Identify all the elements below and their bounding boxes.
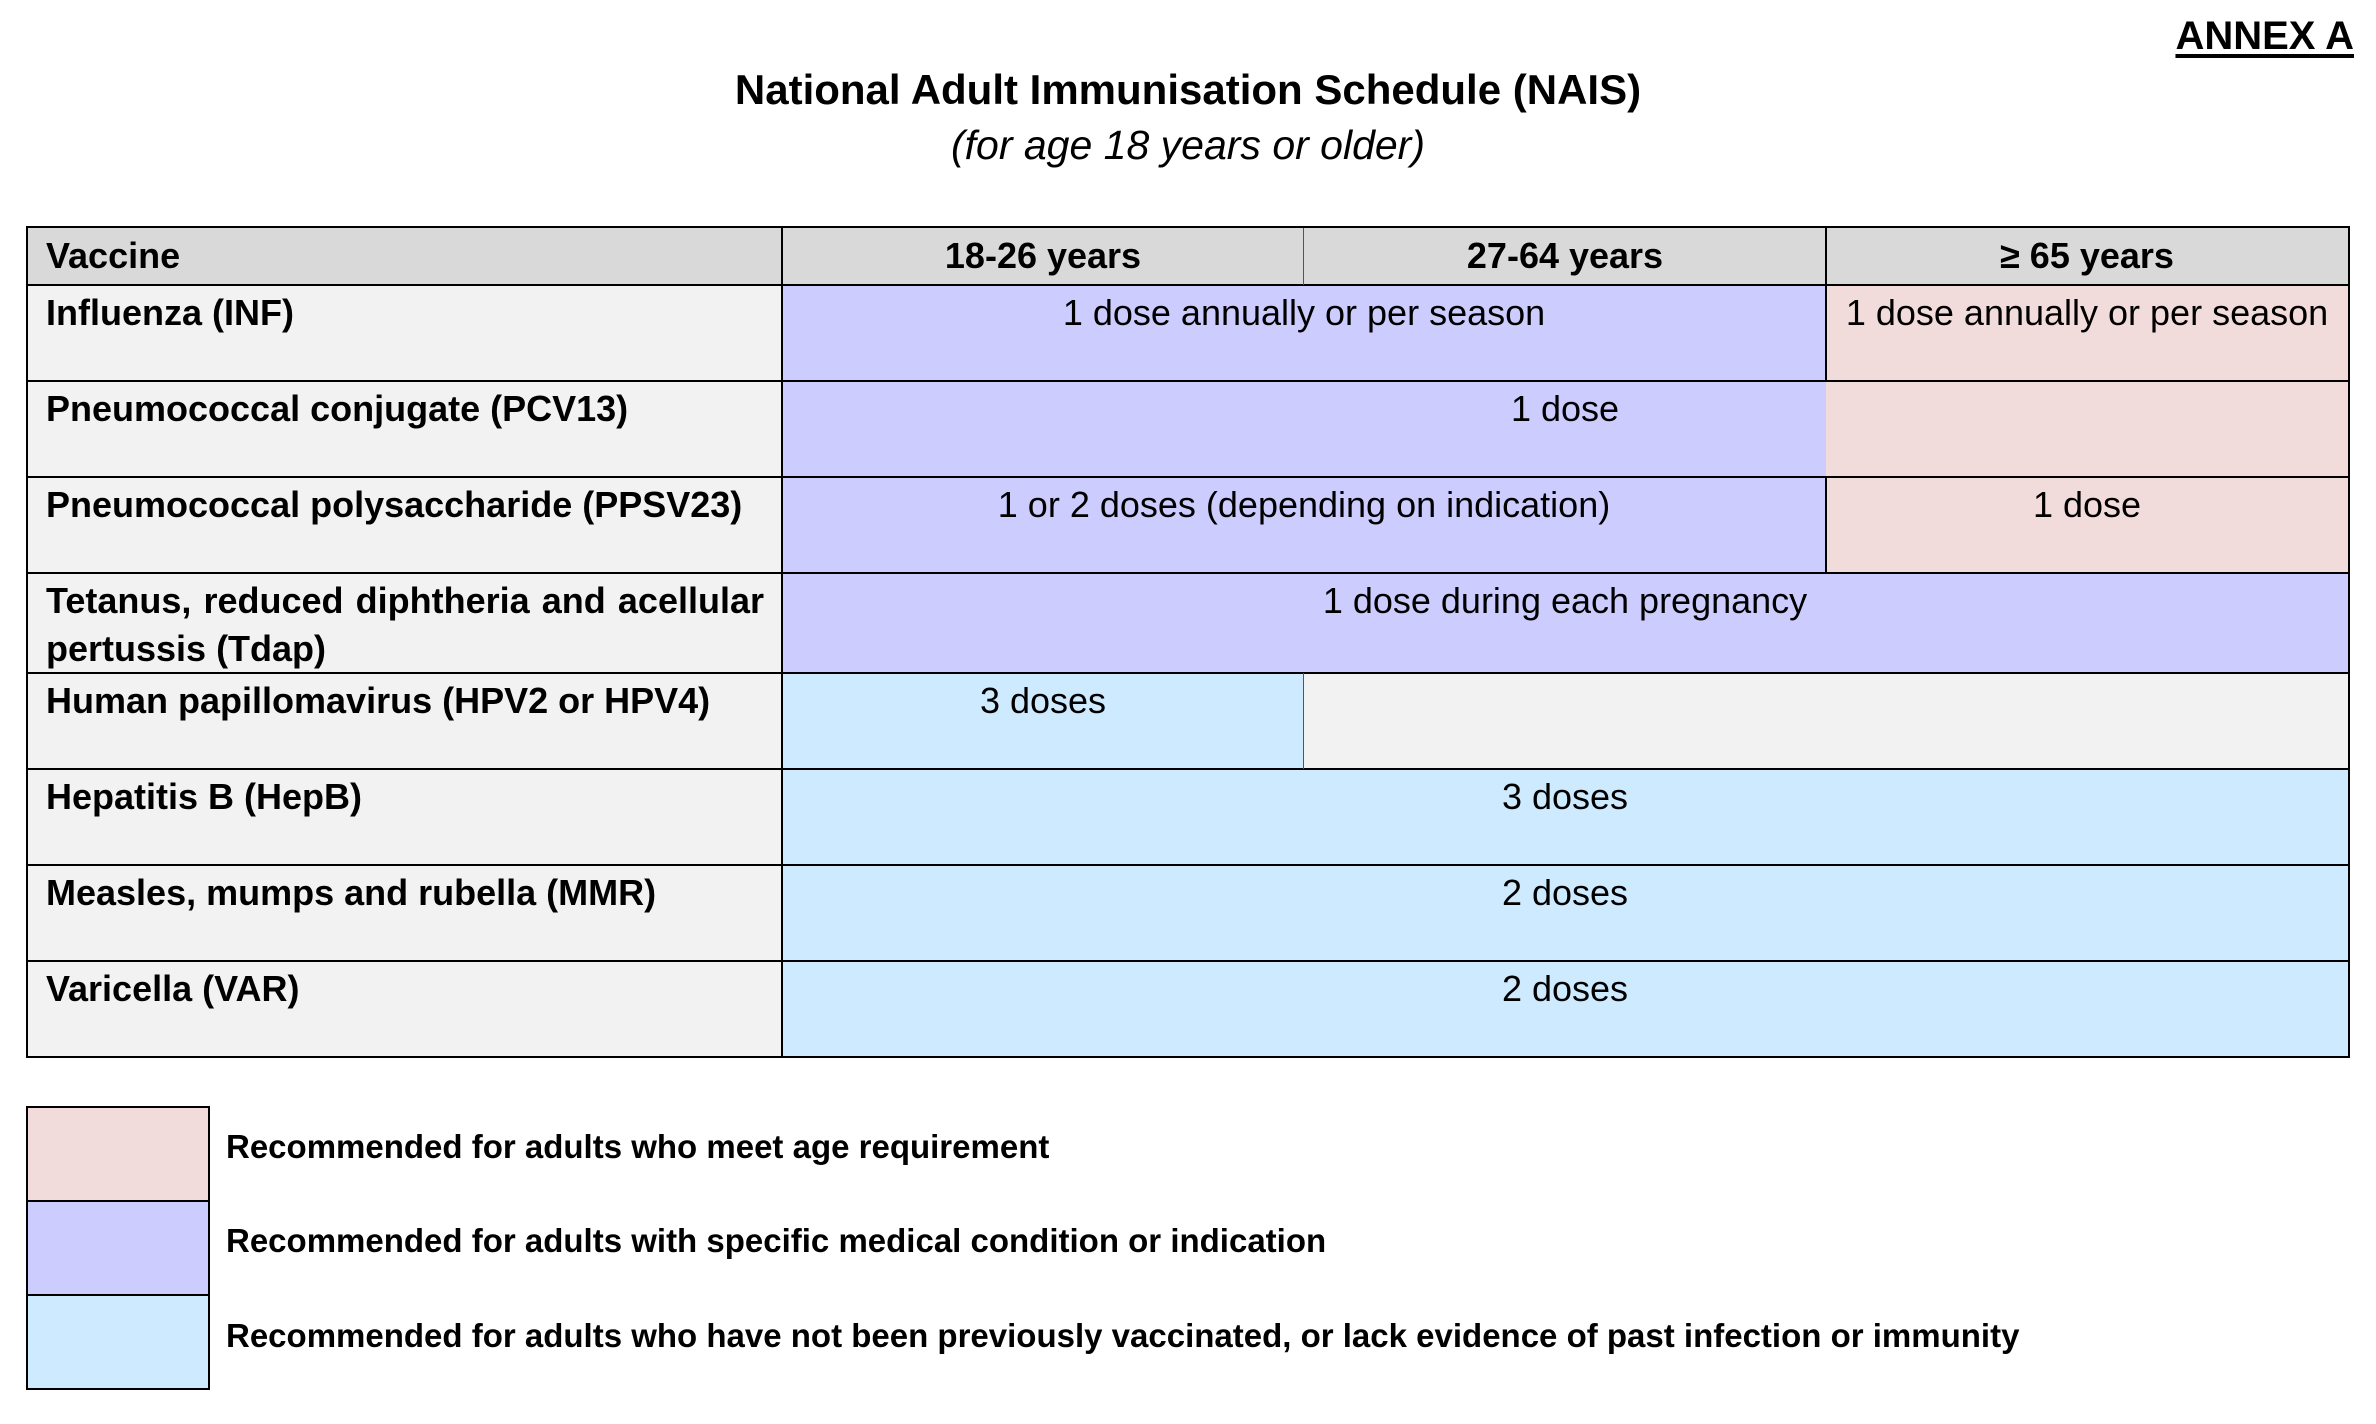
row-divider <box>28 380 2348 382</box>
page-subtitle: (for age 18 years or older) <box>950 122 1425 168</box>
mmr-all-ages-cell: 2 doses <box>782 865 2348 961</box>
pcv13-dose-label: 1 dose <box>1510 388 1620 429</box>
column-divider <box>1303 673 1304 769</box>
legend-swatch-not-vaccinated <box>26 1294 210 1390</box>
header-18-26: 18-26 years <box>782 228 1304 285</box>
row-divider <box>28 864 2348 866</box>
column-divider <box>781 228 783 1056</box>
row-divider <box>28 672 2348 674</box>
vaccine-mmr: Measles, mumps and rubella (MMR) <box>28 865 782 961</box>
hepb-all-ages-cell: 3 doses <box>782 769 2348 865</box>
hpv-27-plus-cell <box>1304 673 2348 769</box>
legend-swatch-age-requirement <box>26 1106 210 1202</box>
influenza-65-plus-cell: 1 dose annually or per season <box>1826 285 2348 381</box>
vaccine-pcv13: Pneumococcal conjugate (PCV13) <box>28 381 782 477</box>
tdap-all-ages-cell: 1 dose during each pregnancy <box>782 573 2348 673</box>
page-title: National Adult Immunisation Schedule (NAIS) <box>734 66 1642 113</box>
vaccine-hepb: Hepatitis B (HepB) <box>28 769 782 865</box>
ppsv23-65-plus-cell: 1 dose <box>1826 477 2348 573</box>
legend-label-age-requirement: Recommended for adults who meet age requirement <box>226 1128 1050 1165</box>
header-65-plus: ≥ 65 years <box>1826 228 2348 285</box>
annex-label: ANNEX A <box>2175 14 2354 58</box>
legend-label-not-vaccinated: Recommended for adults who have not been previously vaccinated, or lack evidence of past infection or immunity <box>226 1317 2020 1354</box>
column-divider <box>1303 228 1304 285</box>
row-divider <box>28 572 2348 574</box>
header-27-64: 27-64 years <box>1304 228 1826 285</box>
column-divider <box>1825 228 1827 285</box>
immunisation-schedule-table <box>26 226 2350 1058</box>
vaccine-tdap: Tetanus, reduced diphtheria and acellular pertussis (Tdap) <box>28 573 782 673</box>
legend-label-medical-condition: Recommended for adults with specific medical condition or indication <box>226 1222 1327 1259</box>
vaccine-ppsv23: Pneumococcal polysaccharide (PPSV23) <box>28 477 782 573</box>
column-divider <box>1825 285 1827 381</box>
vaccine-hpv: Human papillomavirus (HPV2 or HPV4) <box>28 673 782 769</box>
vaccine-varicella: Varicella (VAR) <box>28 961 782 1056</box>
influenza-18-64-cell: 1 dose annually or per season <box>782 285 1826 381</box>
row-divider <box>28 768 2348 770</box>
row-divider <box>28 960 2348 962</box>
header-vaccine: Vaccine <box>28 228 782 285</box>
row-divider <box>28 284 2348 286</box>
row-divider <box>28 476 2348 478</box>
ppsv23-18-64-cell: 1 or 2 doses (depending on indication) <box>782 477 1826 573</box>
vaccine-influenza: Influenza (INF) <box>28 285 782 381</box>
legend-swatch-medical-condition <box>26 1200 210 1296</box>
column-divider <box>1825 477 1827 573</box>
hpv-18-26-cell: 3 doses <box>782 673 1304 769</box>
varicella-all-ages-cell: 2 doses <box>782 961 2348 1056</box>
